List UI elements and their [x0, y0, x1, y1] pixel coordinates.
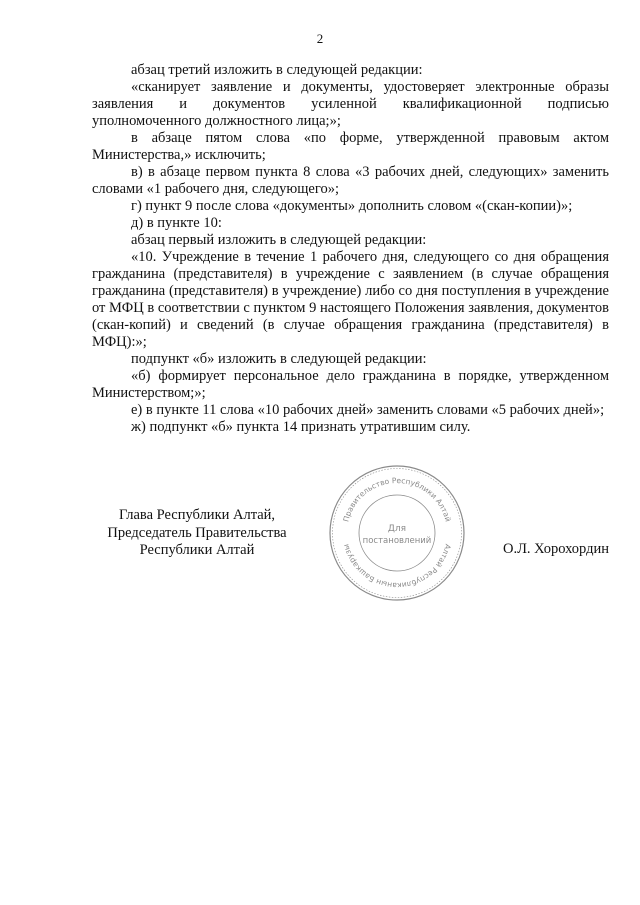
paragraph: «10. Учреждение в течение 1 рабочего дня, следующего со дня обращения гражданина (представителя) в учреждение с заявлением (в случае обращения гражданина (представителя) в учреждение) либо со дня поступления в учреждение от МФЦ в соответствии с пунктом 9 настоящего Положения заявления, документов (скан-копий) и сведений (в случае обращения гражданина (представителя) в МФЦ):»; — [92, 249, 609, 350]
paragraph: «б) формирует персональное дело гражданина в порядке, утвержденном Министерством;»; — [92, 368, 609, 401]
seal-ring-text-bottom: Алтай Республиканын Башкарузы — [341, 543, 453, 591]
paragraph: в абзаце пятом слова «по форме, утвержденной правовым актом Министерства,» исключить; — [92, 130, 609, 163]
page-number: 2 — [316, 31, 324, 46]
paragraph: ж) подпункт «б» пункта 14 признать утратившим силу. — [131, 419, 471, 435]
paragraph: г) пункт 9 после слова «документы» дополнить словом «(скан-копии)»; — [131, 198, 573, 214]
official-seal — [327, 463, 467, 603]
paragraph: е) в пункте 11 слова «10 рабочих дней» заменить словами «5 рабочих дней»; — [131, 402, 605, 418]
seal-center-line: Для — [387, 524, 407, 534]
signatory-name: О.Л. Хорохордин — [502, 541, 609, 557]
position-line: Глава Республики Алтай, — [118, 507, 276, 523]
seal-center-line: постановлений — [362, 536, 432, 546]
signatory-position — [92, 507, 302, 560]
paragraph: подпункт «б» изложить в следующей редакции: — [131, 351, 427, 367]
position-line: Республики Алтай — [139, 542, 255, 558]
paragraph: в) в абзаце первом пункта 8 слова «3 рабочих дней, следующих» заменить словами «1 рабочего дня, следующего»; — [92, 164, 609, 197]
paragraph: «сканирует заявление и документы, удостоверяет электронные образы заявления и документов усиленной квалификационной подписью уполномоченного должностного лица;»; — [92, 79, 609, 129]
position-line: Председатель Правительства — [107, 524, 287, 541]
seal-ring-text-top: Правительство Республики Алтай — [341, 475, 453, 523]
paragraph: абзац третий изложить в следующей редакции: — [131, 62, 423, 78]
paragraph: абзац первый изложить в следующей редакции: — [131, 232, 427, 248]
document-body — [92, 62, 609, 436]
paragraph: д) в пункте 10: — [131, 215, 222, 231]
